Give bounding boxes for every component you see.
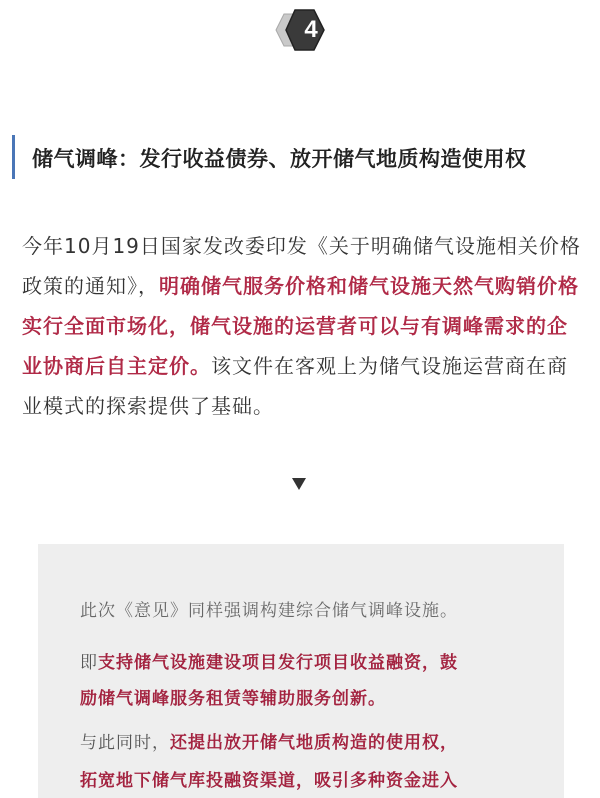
- quote-text: 即: [80, 653, 98, 673]
- section-heading: [12, 133, 592, 181]
- paragraph-highlight: 明确储气服务价格和储气设施天然气购销价格实行全面市场化，储气设施的运营者可以与有调峰需求的企业协商后自主定价。: [22, 274, 579, 378]
- heading-title: 储气调峰：发行收益债券、放开储气地质构造使用权: [32, 147, 527, 171]
- quote-line: [80, 728, 458, 753]
- down-triangle-icon: [292, 478, 306, 490]
- quote-highlight: 拓宽地下储气库投融资渠道，吸引多种资金进入: [80, 771, 458, 791]
- quote-highlight: 励储气调峰服务租赁等辅助服务创新。: [80, 689, 386, 709]
- quote-box: [38, 544, 564, 798]
- section-number-badge: [262, 4, 340, 56]
- quote-line: [80, 684, 386, 709]
- paragraph-text: 今年10月19日国家发改委印发《关于明确储气设施相关价格政策的通知》，: [22, 234, 581, 298]
- heading-accent-bar: [12, 135, 15, 179]
- paragraph-text: 该文件在客观上为储气设施运营商在商业模式的探索提供了基础。: [22, 354, 568, 418]
- quote-text: 与此同时，: [80, 733, 170, 753]
- quote-highlight: 还提出放开储气地质构造的使用权，: [170, 733, 458, 753]
- quote-highlight: 支持储气设施建设项目发行项目收益融资，鼓: [98, 653, 458, 673]
- body-paragraph: [22, 226, 582, 426]
- badge-number: 4: [304, 16, 318, 43]
- quote-line: [80, 766, 458, 791]
- quote-intro: 此次《意见》同样强调构建综合储气调峰设施。: [80, 601, 458, 621]
- quote-line: [80, 648, 458, 673]
